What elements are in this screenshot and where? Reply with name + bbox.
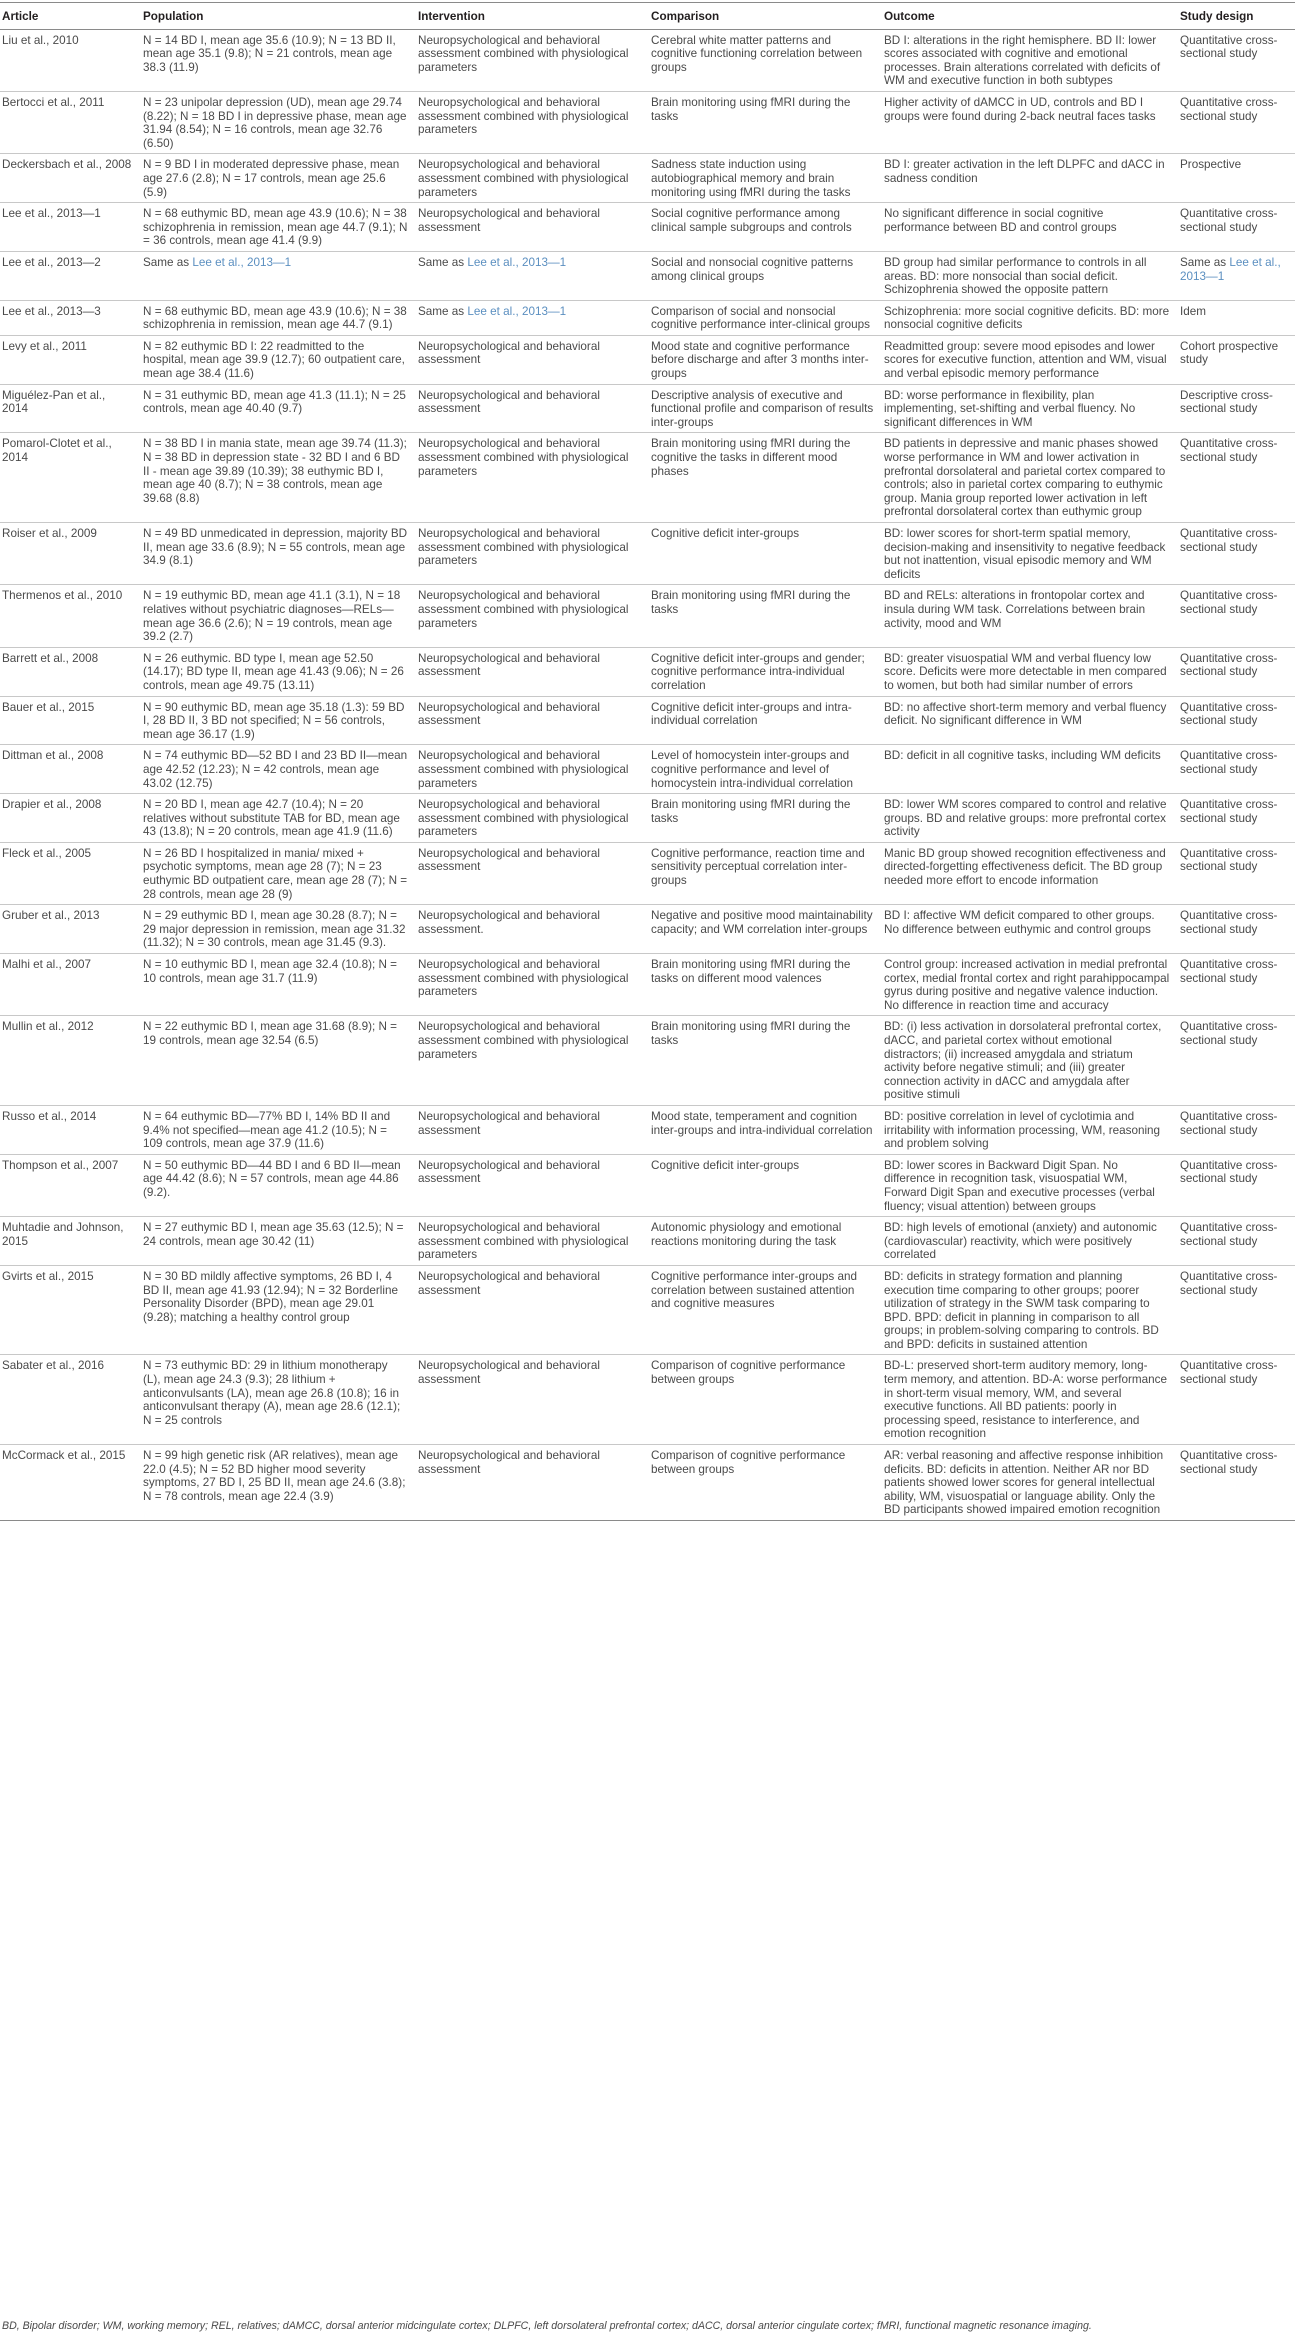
population-cell: N = 49 BD unmedicated in depression, majority BD II, mean age 33.6 (8.9); N = 55 controls, mean age 34.9 (8.1) xyxy=(143,523,418,585)
comparison-cell: Cognitive performance inter-groups and correlation between sustained attention and cognitive measures xyxy=(651,1265,884,1355)
study-design-cell: Quantitative cross-sectional study xyxy=(1180,1016,1295,1106)
study-design-cell: Quantitative cross-sectional study xyxy=(1180,696,1295,745)
study-design-cell: Quantitative cross-sectional study xyxy=(1180,905,1295,954)
outcome-cell: BD and RELs: alterations in frontopolar cortex and insula during WM task. Correlations between brain activity, mood and WM xyxy=(884,585,1180,647)
article-cell: Bauer et al., 2015 xyxy=(0,696,143,745)
header-comparison: Comparison xyxy=(651,3,884,30)
outcome-cell: Manic BD group showed recognition effectiveness and directed-forgetting effectiveness deficit. The BD group needed more effort to encode information xyxy=(884,842,1180,904)
article-cell: Muhtadie and Johnson, 2015 xyxy=(0,1217,143,1266)
comparison-cell: Comparison of cognitive performance between groups xyxy=(651,1445,884,1521)
population-cell: N = 68 euthymic BD, mean age 43.9 (10.6); N = 38 schizophrenia in remission, mean age 44.7 (9.1) xyxy=(143,300,418,335)
article-cell: Malhi et al., 2007 xyxy=(0,954,143,1016)
intervention-cell: Neuropsychological and behavioral assessment combined with physiological parameters xyxy=(418,91,651,153)
table-row xyxy=(0,335,1295,384)
outcome-cell: BD: deficits in strategy formation and planning execution time comparing to other groups; poorer utilization of strategy in the SWM task comparing to BPD. BPD: deficit in planning in comparison to all groups; in problem-solving comparing to controls. BD and BPD: deficits in sustained attention xyxy=(884,1265,1180,1355)
outcome-cell: BD: (i) less activation in dorsolateral prefrontal cortex, dACC, and parietal cortex without emotional distractors; (ii) increased amygdala and striatum activity before negative stimuli; and (iii) greater connection activity in dACC and amygdala after positive stimuli xyxy=(884,1016,1180,1106)
comparison-cell: Social cognitive performance among clinical sample subgroups and controls xyxy=(651,203,884,252)
article-cell: Gruber et al., 2013 xyxy=(0,905,143,954)
outcome-cell: BD: lower WM scores compared to control and relative groups. BD and relative groups: more prefrontal cortex activity xyxy=(884,794,1180,843)
article-cell: Lee et al., 2013—1 xyxy=(0,203,143,252)
comparison-cell: Cognitive deficit inter-groups and gender; cognitive performance intra-individual correlation xyxy=(651,647,884,696)
table-row xyxy=(0,251,1295,300)
comparison-cell: Cognitive deficit inter-groups xyxy=(651,523,884,585)
header-outcome: Outcome xyxy=(884,3,1180,30)
study-design-cell: Quantitative cross-sectional study xyxy=(1180,794,1295,843)
study-design-cell: Same as Lee et al., 2013—1 xyxy=(1180,251,1295,300)
table-row xyxy=(0,523,1295,585)
outcome-cell: BD: high levels of emotional (anxiety) and autonomic (cardiovascular) reactivity, which were positively correlated xyxy=(884,1217,1180,1266)
comparison-cell: Negative and positive mood maintainability capacity; and WM correlation inter-groups xyxy=(651,905,884,954)
study-design-cell: Quantitative cross-sectional study xyxy=(1180,954,1295,1016)
comparison-cell: Brain monitoring using fMRI during the cognitive the tasks in different mood phases xyxy=(651,433,884,523)
study-design-cell: Quantitative cross-sectional study xyxy=(1180,523,1295,585)
study-design-cell: Quantitative cross-sectional study xyxy=(1180,745,1295,794)
table-row xyxy=(0,842,1295,904)
study-design-cell: Quantitative cross-sectional study xyxy=(1180,585,1295,647)
intervention-cell: Neuropsychological and behavioral assessment. xyxy=(418,905,651,954)
table-row xyxy=(0,29,1295,91)
intervention-cell: Neuropsychological and behavioral assessment xyxy=(418,1105,651,1154)
population-cell: N = 64 euthymic BD—77% BD I, 14% BD II and 9.4% not specified—mean age 41.2 (10.5); N = 109 controls, mean age 37.9 (11.6) xyxy=(143,1105,418,1154)
table-row xyxy=(0,1265,1295,1355)
intervention-cell: Neuropsychological and behavioral assessment combined with physiological parameters xyxy=(418,585,651,647)
table-row xyxy=(0,1355,1295,1445)
intervention-cell: Neuropsychological and behavioral assessment combined with physiological parameters xyxy=(418,1016,651,1106)
comparison-cell: Comparison of cognitive performance between groups xyxy=(651,1355,884,1445)
table-row xyxy=(0,91,1295,153)
table-row xyxy=(0,1154,1295,1216)
outcome-cell: BD: no affective short-term memory and verbal fluency deficit. No significant difference in WM xyxy=(884,696,1180,745)
population-cell: N = 82 euthymic BD I: 22 readmitted to the hospital, mean age 39.9 (12.7); 60 outpatient care, mean age 38.4 (11.6) xyxy=(143,335,418,384)
intervention-cell: Neuropsychological and behavioral assessment xyxy=(418,335,651,384)
intervention-cell: Neuropsychological and behavioral assessment combined with physiological parameters xyxy=(418,745,651,794)
population-cell: N = 27 euthymic BD I, mean age 35.63 (12.5); N = 24 controls, mean age 30.42 (11) xyxy=(143,1217,418,1266)
study-design-cell: Quantitative cross-sectional study xyxy=(1180,1445,1295,1521)
study-design-cell: Quantitative cross-sectional study xyxy=(1180,1154,1295,1216)
population-cell: N = 90 euthymic BD, mean age 35.18 (1.3): 59 BD I, 28 BD II, 3 BD not specified; N = 56 controls, mean age 36.17 (1.9) xyxy=(143,696,418,745)
population-cell: N = 73 euthymic BD: 29 in lithium monotherapy (L), mean age 24.3 (9.3); 28 lithium + anticonvulsants (LA), mean age 26.8 (10.8); 16 in anticonvulsant therapy (A), mean age 28.6 (12.1); N = 25 controls xyxy=(143,1355,418,1445)
header-row xyxy=(0,3,1295,30)
comparison-cell: Level of homocystein inter-groups and cognitive performance and level of homocystein intra-individual correlation xyxy=(651,745,884,794)
comparison-cell: Brain monitoring using fMRI during the tasks xyxy=(651,91,884,153)
table-row xyxy=(0,433,1295,523)
comparison-cell: Descriptive analysis of executive and functional profile and comparison of results inter-groups xyxy=(651,384,884,433)
comparison-cell: Autonomic physiology and emotional reactions monitoring during the task xyxy=(651,1217,884,1266)
intervention-cell: Neuropsychological and behavioral assessment xyxy=(418,842,651,904)
table-row xyxy=(0,794,1295,843)
intervention-cell: Neuropsychological and behavioral assessment combined with physiological parameters xyxy=(418,154,651,203)
population-cell: N = 10 euthymic BD I, mean age 32.4 (10.8); N = 10 controls, mean age 31.7 (11.9) xyxy=(143,954,418,1016)
population-cell: N = 20 BD I, mean age 42.7 (10.4); N = 20 relatives without substitute TAB for BD, mean age 43 (13.8); N = 20 controls, mean age 41.9 (11.6) xyxy=(143,794,418,843)
study-design-cell: Quantitative cross-sectional study xyxy=(1180,91,1295,153)
comparison-cell: Cognitive performance, reaction time and sensitivity perceptual correlation inter-groups xyxy=(651,842,884,904)
table-row xyxy=(0,300,1295,335)
outcome-cell: BD patients in depressive and manic phases showed worse performance in WM and lower activation in prefrontal dorsolateral and parietal cortex compared to controls; also in parietal cortex comparing to euthymic group. Mania group reported lower activation in left prefrontal dorsolateral cortex than euthymic group xyxy=(884,433,1180,523)
article-cell: Miguélez-Pan et al., 2014 xyxy=(0,384,143,433)
studies-table xyxy=(0,2,1295,1521)
comparison-cell: Brain monitoring using fMRI during the tasks xyxy=(651,585,884,647)
population-cell: N = 23 unipolar depression (UD), mean age 29.74 (8.22); N = 18 BD I in depressive phase, mean age 31.94 (8.54); N = 16 controls, mean age 32.76 (6.50) xyxy=(143,91,418,153)
intervention-cell: Neuropsychological and behavioral assessment combined with physiological parameters xyxy=(418,433,651,523)
article-cell: Pomarol-Clotet et al., 2014 xyxy=(0,433,143,523)
population-cell: Same as Lee et al., 2013—1 xyxy=(143,251,418,300)
study-design-cell: Descriptive cross-sectional study xyxy=(1180,384,1295,433)
population-cell: N = 50 euthymic BD—44 BD I and 6 BD II—mean age 44.42 (8.6); N = 57 controls, mean age 44.86 (9.2). xyxy=(143,1154,418,1216)
study-design-cell: Prospective xyxy=(1180,154,1295,203)
comparison-cell: Cognitive deficit inter-groups and intra-individual correlation xyxy=(651,696,884,745)
intervention-cell: Same as Lee et al., 2013—1 xyxy=(418,300,651,335)
table-row xyxy=(0,696,1295,745)
outcome-cell: No significant difference in social cognitive performance between BD and control groups xyxy=(884,203,1180,252)
table-footnote: BD, Bipolar disorder; WM, working memory; REL, relatives; dAMCC, dorsal anterior midcingulate cortex; DLPFC, left dorsolateral prefrontal cortex; dACC, dorsal anterior cingulate cortex; fMRI, functional magnetic resonance imaging. xyxy=(2,2320,1092,2332)
article-cell: Deckersbach et al., 2008 xyxy=(0,154,143,203)
study-design-cell: Quantitative cross-sectional study xyxy=(1180,1217,1295,1266)
outcome-cell: BD: positive correlation in level of cyclotimia and irritability with information processing, WM, reasoning and problem solving xyxy=(884,1105,1180,1154)
reference-link[interactable]: Lee et al., 2013—1 xyxy=(467,304,567,318)
article-cell: Bertocci et al., 2011 xyxy=(0,91,143,153)
table-row xyxy=(0,647,1295,696)
intervention-cell: Neuropsychological and behavioral assessment combined with physiological parameters xyxy=(418,523,651,585)
comparison-cell: Cognitive deficit inter-groups xyxy=(651,1154,884,1216)
study-design-cell: Idem xyxy=(1180,300,1295,335)
outcome-cell: BD group had similar performance to controls in all areas. BD: more nonsocial than social deficit. Schizophrenia showed the opposite pattern xyxy=(884,251,1180,300)
comparison-cell: Brain monitoring using fMRI during the tasks xyxy=(651,794,884,843)
study-design-cell: Quantitative cross-sectional study xyxy=(1180,29,1295,91)
population-cell: N = 74 euthymic BD—52 BD I and 23 BD II—mean age 42.52 (12.23); N = 42 controls, mean age 43.02 (12.75) xyxy=(143,745,418,794)
table-row xyxy=(0,1105,1295,1154)
reference-link[interactable]: Lee et al., 2013—1 xyxy=(192,255,292,269)
outcome-cell: BD I: alterations in the right hemisphere. BD II: lower scores associated with cognitive and emotional processes. Brain alterations correlated with deficits of WM and executive function in both subtypes xyxy=(884,29,1180,91)
population-cell: N = 19 euthymic BD, mean age 41.1 (3.1), N = 18 relatives without psychiatric diagnoses—RELs—mean age 36.6 (2.6); N = 19 controls, mean age 39.2 (2.7) xyxy=(143,585,418,647)
table-row xyxy=(0,905,1295,954)
article-cell: Dittman et al., 2008 xyxy=(0,745,143,794)
population-cell: N = 38 BD I in mania state, mean age 39.74 (11.3); N = 38 BD in depression state - 32 BD I and 6 BD II - mean age 39.89 (10.39); 38 euthymic BD I, mean age 40 (8.7); N = 38 controls, mean age 39.68 (8.8) xyxy=(143,433,418,523)
outcome-cell: Readmitted group: severe mood episodes and lower scores for executive function, attention and WM, visual and verbal episodic memory performance xyxy=(884,335,1180,384)
article-cell: McCormack et al., 2015 xyxy=(0,1445,143,1521)
header-population: Population xyxy=(143,3,418,30)
population-cell: N = 26 euthymic. BD type I, mean age 52.50 (14.17); BD type II, mean age 41.43 (9.06); N = 26 controls, mean age 49.75 (13.11) xyxy=(143,647,418,696)
intervention-cell: Same as Lee et al., 2013—1 xyxy=(418,251,651,300)
intervention-cell: Neuropsychological and behavioral assessment xyxy=(418,1154,651,1216)
comparison-cell: Comparison of social and nonsocial cognitive performance inter-clinical groups xyxy=(651,300,884,335)
comparison-cell: Mood state, temperament and cognition inter-groups and intra-individual correlation xyxy=(651,1105,884,1154)
article-cell: Sabater et al., 2016 xyxy=(0,1355,143,1445)
outcome-cell: BD I: affective WM deficit compared to other groups. No difference between euthymic and control groups xyxy=(884,905,1180,954)
population-cell: N = 99 high genetic risk (AR relatives), mean age 22.0 (4.5); N = 52 BD higher mood severity symptoms, 27 BD I, 25 BD II, mean age 24.6 (3.8); N = 78 controls, mean age 22.4 (3.9) xyxy=(143,1445,418,1521)
outcome-cell: BD-L: preserved short-term auditory memory, long-term memory, and attention. BD-A: worse performance in short-term visual memory, WM, and several executive functions. All BD patients: poorly in processing speed, resistance to interference, and emotion recognition xyxy=(884,1355,1180,1445)
study-design-cell: Quantitative cross-sectional study xyxy=(1180,1105,1295,1154)
study-design-cell: Quantitative cross-sectional study xyxy=(1180,842,1295,904)
table-header xyxy=(0,3,1295,30)
population-cell: N = 26 BD I hospitalized in mania/ mixed + psychotic symptoms, mean age 28 (7); N = 23 euthymic BD outpatient care, mean age 28 (7); N = 28 controls, mean age 28 (9) xyxy=(143,842,418,904)
intervention-cell: Neuropsychological and behavioral assessment xyxy=(418,647,651,696)
intervention-cell: Neuropsychological and behavioral assessment xyxy=(418,384,651,433)
table-row xyxy=(0,954,1295,1016)
table-body xyxy=(0,29,1295,1520)
header-study-design: Study design xyxy=(1180,3,1295,30)
article-cell: Mullin et al., 2012 xyxy=(0,1016,143,1106)
study-design-cell: Quantitative cross-sectional study xyxy=(1180,1265,1295,1355)
outcome-cell: Higher activity of dAMCC in UD, controls and BD I groups were found during 2-back neutral faces tasks xyxy=(884,91,1180,153)
table-row xyxy=(0,1217,1295,1266)
intervention-cell: Neuropsychological and behavioral assessment combined with physiological parameters xyxy=(418,29,651,91)
outcome-cell: BD: deficit in all cognitive tasks, including WM deficits xyxy=(884,745,1180,794)
outcome-cell: Schizophrenia: more social cognitive deficits. BD: more nonsocial cognitive deficits xyxy=(884,300,1180,335)
intervention-cell: Neuropsychological and behavioral assessment combined with physiological parameters xyxy=(418,1217,651,1266)
comparison-cell: Cerebral white matter patterns and cognitive functioning correlation between groups xyxy=(651,29,884,91)
table-row xyxy=(0,585,1295,647)
article-cell: Lee et al., 2013—2 xyxy=(0,251,143,300)
table-row xyxy=(0,745,1295,794)
table-row xyxy=(0,154,1295,203)
population-cell: N = 9 BD I in moderated depressive phase, mean age 27.6 (2.8); N = 17 controls, mean age 25.6 (5.9) xyxy=(143,154,418,203)
intervention-cell: Neuropsychological and behavioral assessment xyxy=(418,1265,651,1355)
outcome-cell: BD: greater visuospatial WM and verbal fluency low score. Deficits were more detectable in men compared to women, but both had similar number of errors xyxy=(884,647,1180,696)
intervention-cell: Neuropsychological and behavioral assessment xyxy=(418,696,651,745)
study-design-cell: Quantitative cross-sectional study xyxy=(1180,647,1295,696)
article-cell: Thompson et al., 2007 xyxy=(0,1154,143,1216)
outcome-cell: BD: lower scores for short-term spatial memory, decision-making and insensitivity to negative feedback but not inattention, visual episodic memory and WM deficits xyxy=(884,523,1180,585)
reference-link[interactable]: Lee et al., 2013—1 xyxy=(1180,255,1281,283)
table-row xyxy=(0,1445,1295,1521)
population-cell: N = 31 euthymic BD, mean age 41.3 (11.1); N = 25 controls, mean age 40.40 (9.7) xyxy=(143,384,418,433)
intervention-cell: Neuropsychological and behavioral assessment xyxy=(418,1355,651,1445)
intervention-cell: Neuropsychological and behavioral assessment combined with physiological parameters xyxy=(418,794,651,843)
article-cell: Levy et al., 2011 xyxy=(0,335,143,384)
article-cell: Thermenos et al., 2010 xyxy=(0,585,143,647)
population-cell: N = 29 euthymic BD I, mean age 30.28 (8.7); N = 29 major depression in remission, mean age 31.32 (11.32); N = 30 controls, mean age 31.45 (9.3). xyxy=(143,905,418,954)
article-cell: Barrett et al., 2008 xyxy=(0,647,143,696)
comparison-cell: Social and nonsocial cognitive patterns among clinical groups xyxy=(651,251,884,300)
comparison-cell: Brain monitoring using fMRI during the tasks xyxy=(651,1016,884,1106)
comparison-cell: Mood state and cognitive performance before discharge and after 3 months inter-groups xyxy=(651,335,884,384)
comparison-cell: Brain monitoring using fMRI during the tasks on different mood valences xyxy=(651,954,884,1016)
article-cell: Roiser et al., 2009 xyxy=(0,523,143,585)
outcome-cell: Control group: increased activation in medial prefrontal cortex, medial frontal cortex and right parahippocampal gyrus during positive and negative valence induction. No difference in reaction time and accuracy xyxy=(884,954,1180,1016)
outcome-cell: BD: lower scores in Backward Digit Span. No difference in recognition task, visuospatial WM, Forward Digit Span and executive processes (verbal fluency; visual attention) between groups xyxy=(884,1154,1180,1216)
article-cell: Fleck et al., 2005 xyxy=(0,842,143,904)
table-row xyxy=(0,1016,1295,1106)
intervention-cell: Neuropsychological and behavioral assessment combined with physiological parameters xyxy=(418,954,651,1016)
outcome-cell: AR: verbal reasoning and affective response inhibition deficits. BD: deficits in attention. Neither AR nor BD patients showed lower scores for general intellectual ability, WM, visuospatial or language ability. Only the BD participants showed impaired emotion recognition xyxy=(884,1445,1180,1521)
outcome-cell: BD I: greater activation in the left DLPFC and dACC in sadness condition xyxy=(884,154,1180,203)
intervention-cell: Neuropsychological and behavioral assessment xyxy=(418,203,651,252)
article-cell: Lee et al., 2013—3 xyxy=(0,300,143,335)
article-cell: Drapier et al., 2008 xyxy=(0,794,143,843)
reference-link[interactable]: Lee et al., 2013—1 xyxy=(467,255,567,269)
table-row xyxy=(0,203,1295,252)
study-design-cell: Quantitative cross-sectional study xyxy=(1180,1355,1295,1445)
article-cell: Gvirts et al., 2015 xyxy=(0,1265,143,1355)
population-cell: N = 22 euthymic BD I, mean age 31.68 (8.9); N = 19 controls, mean age 32.54 (6.5) xyxy=(143,1016,418,1106)
article-cell: Russo et al., 2014 xyxy=(0,1105,143,1154)
outcome-cell: BD: worse performance in flexibility, plan implementing, set-shifting and verbal fluency. No significant differences in WM xyxy=(884,384,1180,433)
header-article: Article xyxy=(0,3,143,30)
study-design-cell: Cohort prospective study xyxy=(1180,335,1295,384)
population-cell: N = 14 BD I, mean age 35.6 (10.9); N = 13 BD II, mean age 35.1 (9.8); N = 21 controls, mean age 38.3 (11.9) xyxy=(143,29,418,91)
header-intervention: Intervention xyxy=(418,3,651,30)
study-design-cell: Quantitative cross-sectional study xyxy=(1180,203,1295,252)
table-row xyxy=(0,384,1295,433)
article-cell: Liu et al., 2010 xyxy=(0,29,143,91)
population-cell: N = 68 euthymic BD, mean age 43.9 (10.6); N = 38 schizophrenia in remission, mean age 44.7 (9.1); N = 36 controls, mean age 41.4 (9.9) xyxy=(143,203,418,252)
comparison-cell: Sadness state induction using autobiographical memory and brain monitoring using fMRI during the tasks xyxy=(651,154,884,203)
intervention-cell: Neuropsychological and behavioral assessment xyxy=(418,1445,651,1521)
population-cell: N = 30 BD mildly affective symptoms, 26 BD I, 4 BD II, mean age 41.93 (12.94); N = 32 Borderline Personality Disorder (BPD), mean age 29.01 (9.28); matching a healthy control group xyxy=(143,1265,418,1355)
study-design-cell: Quantitative cross-sectional study xyxy=(1180,433,1295,523)
